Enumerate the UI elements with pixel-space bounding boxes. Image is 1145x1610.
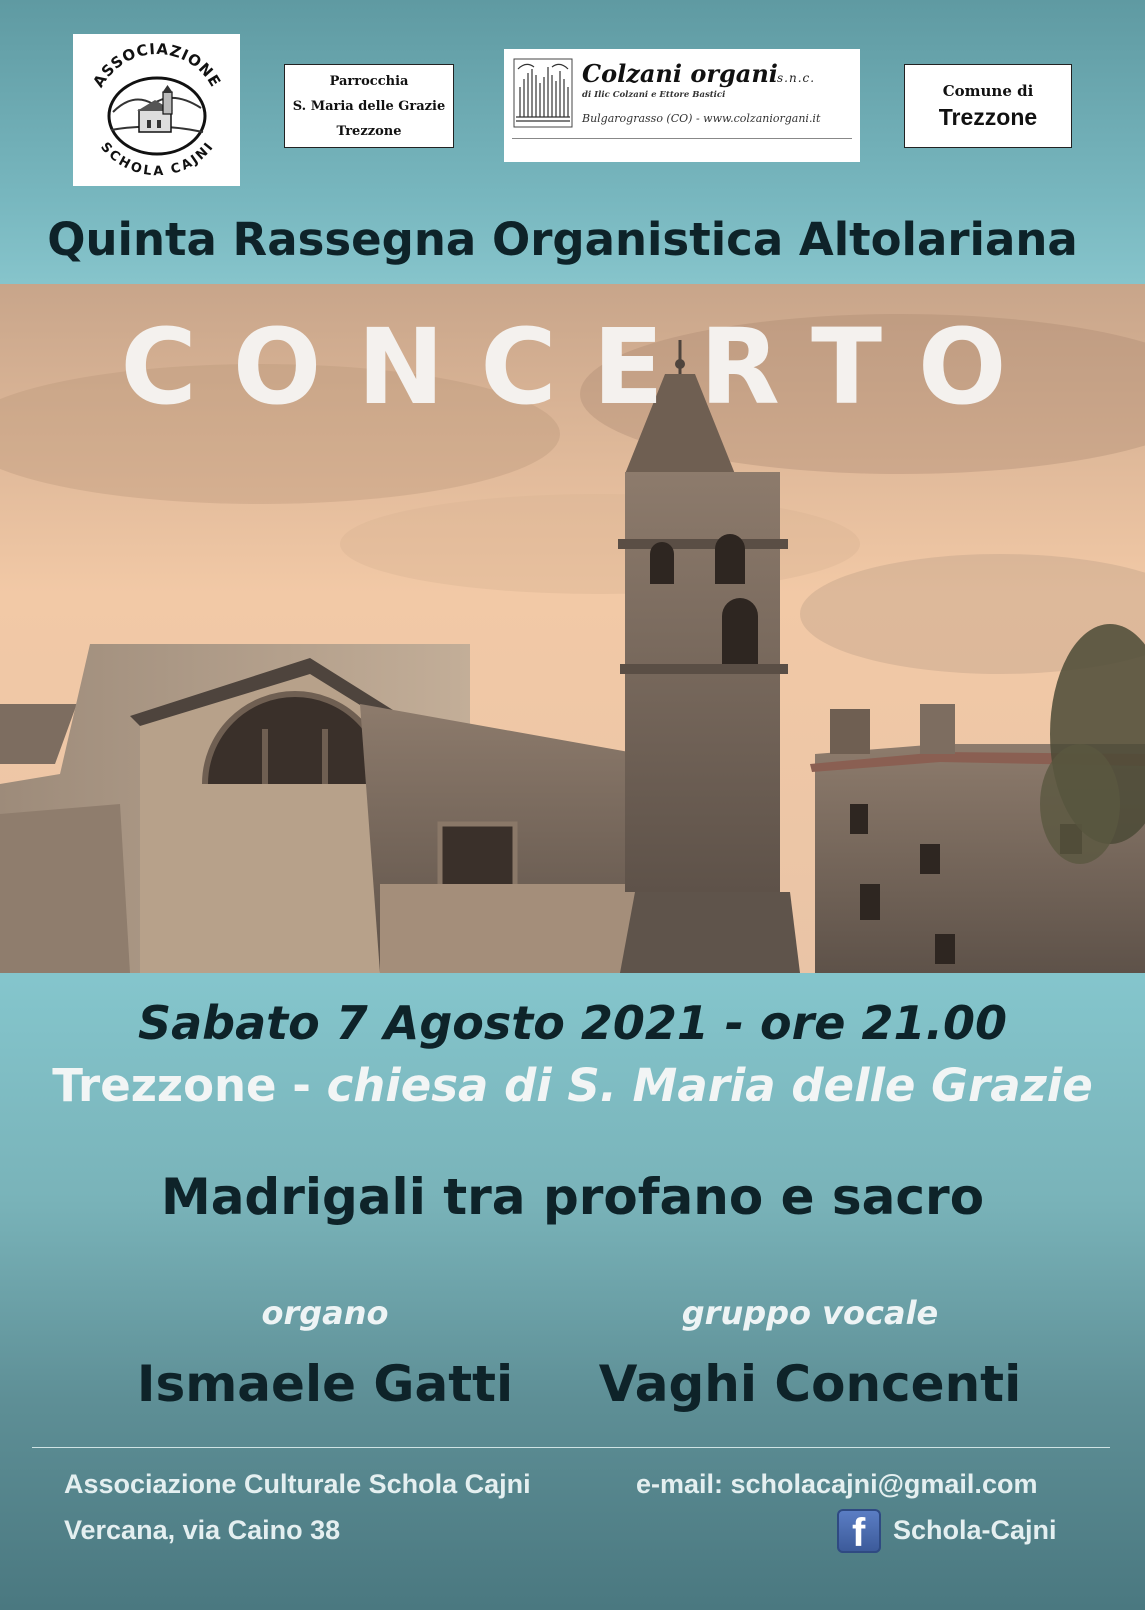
parrocchia-line2: S. Maria delle Grazie [292, 98, 446, 114]
performer-role-organo: organo [261, 1294, 389, 1332]
footer-email[interactable]: e-mail: scholacajni@gmail.com [636, 1469, 1038, 1499]
footer-org-address: Vercana, via Caino 38 [64, 1515, 341, 1545]
parrocchia-line3: Trezzone [336, 123, 402, 139]
comune-line1: Comune di [942, 81, 1034, 100]
associazione-logo [73, 34, 240, 186]
event-date-time: Sabato 7 Agosto 2021 - ore 21.00 [137, 996, 1008, 1050]
comune-line2: Trezzone [938, 103, 1038, 130]
series-title: Quinta Rassegna Organistica Altolariana [47, 213, 1078, 266]
colzani-suffix: s.n.c. [777, 71, 816, 85]
concerto-headline: CONCERTO [120, 306, 1043, 428]
colzani-rule [512, 138, 852, 139]
event-church: chiesa di S. Maria delle Grazie [326, 1059, 1093, 1112]
colzani-sponsor-logo [504, 49, 860, 162]
facebook-icon[interactable]: f [837, 1509, 881, 1553]
footer-org-name: Associazione Culturale Schola Cajni [64, 1469, 531, 1499]
associazione-emblem [73, 34, 240, 186]
program-title: Madrigali tra profano e sacro [160, 1168, 985, 1226]
colzani-name: Colzani organi [582, 59, 778, 88]
comune-label [904, 64, 1072, 148]
associazione-bottom-text: SCHOLA CAJNI [97, 139, 217, 180]
performer-name-organo: Ismaele Gatti [136, 1355, 514, 1413]
footer-facebook-page[interactable]: Schola-Cajni [893, 1515, 1057, 1545]
performer-name-gruppo-vocale: Vaghi Concenti [598, 1355, 1022, 1413]
parrocchia-label [284, 64, 454, 148]
performer-role-gruppo-vocale: gruppo vocale [681, 1294, 939, 1332]
event-place [0, 1059, 1145, 1112]
footer-divider [32, 1447, 1110, 1448]
organ-pipes-icon [512, 57, 574, 129]
parrocchia-line1: Parrocchia [329, 73, 409, 89]
colzani-subtitle: di Ilic Colzani e Ettore Bastici [582, 90, 726, 100]
colzani-address: Bulgarograsso (CO) - www.colzaniorgani.it [582, 112, 821, 125]
associazione-top-text: ASSOCIAZIONE [89, 39, 225, 91]
event-town: Trezzone - [52, 1059, 327, 1112]
